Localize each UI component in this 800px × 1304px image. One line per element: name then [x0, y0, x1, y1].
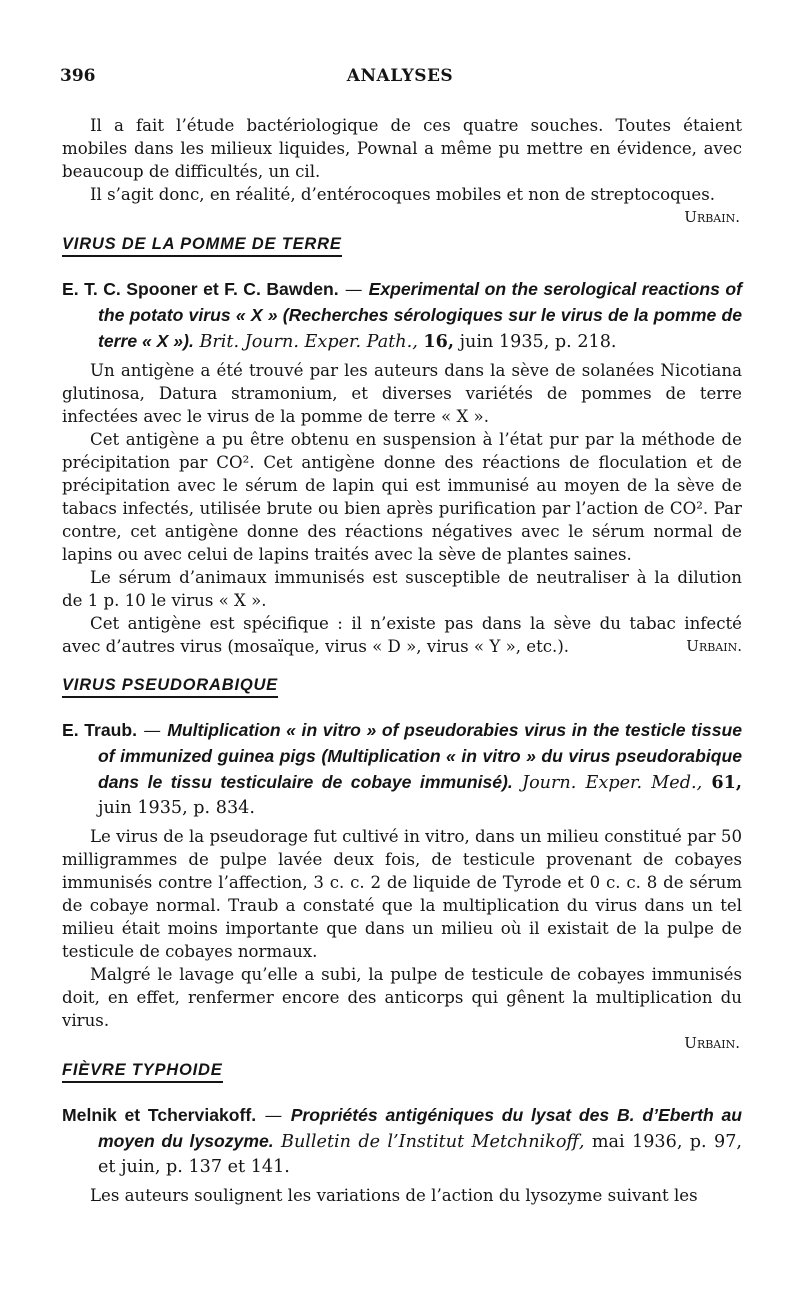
ref-authors: Melnik et Tcherviakoff. — [62, 1105, 257, 1125]
ref-authors: E. Traub. — [62, 720, 138, 740]
ref-title: Experimental on the serological reactions of the potato virus « X » (Recherches sérologiques sur le virus de la pomme de terre « X »). — [98, 279, 742, 351]
s1-paragraph-1: Un antigène a été trouvé par les auteurs dans la sève de solanées Nicotiana glutinosa, Datura stramonium, et diverses variétés de pommes de terre infectées avec le virus de la pomme de terre « X ». — [62, 361, 742, 426]
intro-signature: Urbain. — [684, 208, 740, 226]
reference-traub — [62, 718, 742, 821]
s1-paragraph-4 — [62, 612, 742, 658]
section-heading-potato-virus: VIRUS DE LA POMME DE TERRE — [62, 235, 342, 257]
ref-volume: 16, — [423, 331, 454, 352]
s2-signature: Urbain. — [684, 1034, 740, 1052]
running-title: ANALYSES — [346, 66, 454, 86]
ref-date: juin 1935, p. 834. — [98, 798, 255, 818]
ref-date: juin 1935, p. 218. — [459, 332, 617, 352]
s3-paragraph-1: Les auteurs soulignent les variations de l’action du lysozyme suivant les — [90, 1186, 698, 1205]
intro-paragraph-1: Il a fait l’étude bactériologique de ces quatre souches. Toutes étaient mobiles dans les milieux liquides, Pownal a même pu mettre en évidence, avec beaucoup de difficultés, un cil. — [62, 116, 742, 181]
page-number: 396 — [60, 66, 96, 86]
reference-melnik — [62, 1103, 742, 1180]
reference-spooner-bawden — [62, 277, 742, 355]
ref-volume: 61, — [711, 772, 742, 793]
ref-authors: E. T. C. Spooner et F. C. Bawden. — [62, 279, 339, 299]
ref-dash: — — [256, 1106, 291, 1126]
ref-title: Propriétés antigéniques du lysat des B. d’Eberth au moyen du lysozyme. — [98, 1105, 742, 1151]
ref-journal: Brit. Journ. Exper. Path., — [199, 332, 418, 352]
ref-title: Multiplication « in vitro » of pseudorabies virus in the testicle tissue of immunized guinea pigs (Multiplication « in vitro » du virus pseudorabique dans le tissu testiculaire de cobaye immunisé). — [98, 720, 743, 792]
ref-journal: Journ. Exper. Med., — [522, 773, 703, 793]
section-heading-typhoid: FIÈVRE TYPHOIDE — [62, 1061, 223, 1083]
s1-paragraph-4-text: Cet antigène est spécifique : il n’existe pas dans la sève du tabac infecté avec d’autres virus (mosaïque, virus « D », virus « Y », etc.). — [62, 614, 742, 656]
s2-paragraph-2: Malgré le lavage qu’elle a subi, la pulpe de testicule de cobayes immunisés doit, en effet, renfermer encore des anticorps qui gênent la multiplication du virus. — [62, 965, 742, 1030]
s1-paragraph-3: Le sérum d’animaux immunisés est susceptible de neutraliser à la dilution de 1 p. 10 le virus « X ». — [62, 568, 742, 610]
ref-dash: — — [338, 280, 369, 300]
s2-paragraph-1: Le virus de la pseudorage fut cultivé in vitro, dans un milieu constitué par 50 milligrammes de pulpe lavée deux fois, de testicule provenant de cobayes immunisés contre l’affection, 3 c. c. 2 de liquide de Tyrode et 0 c. c. 8 de sérum de cobaye normal. Traub a constaté que la multiplication du virus dans un tel milieu était moins importante que dans un milieu où il existait de la pulpe de testicule de cobayes normaux. — [62, 827, 742, 961]
section-heading-pseudorabies: VIRUS PSEUDORABIQUE — [62, 676, 278, 698]
ref-journal: Bulletin de l’Institut Metchnikoff, — [281, 1132, 585, 1152]
page-content — [62, 114, 742, 1207]
s1-paragraph-2: Cet antigène a pu être obtenu en suspension à l’état pur par la méthode de précipitation par CO². Cet antigène donne des réactions de floculation et de précipitation avec le sérum de lapin qui est immunisé au moyen de la sève de tabacs infectés, utilisée brute ou bien après purification par l’action de CO². Par contre, cet antigène donne des réactions négatives avec le sérum normal de lapins ou avec celui de lapins traités avec la sève de plantes saines. — [62, 430, 742, 564]
ref-dash: — — [137, 721, 168, 741]
intro-paragraph-2: Il s’agit donc, en réalité, d’entérocoques mobiles et non de streptocoques. — [90, 185, 716, 204]
ref-date: mai 1936, p. 97, et juin, p. 137 et 141. — [98, 1132, 743, 1177]
s1-signature: Urbain. — [686, 637, 742, 655]
page-header — [60, 66, 740, 88]
